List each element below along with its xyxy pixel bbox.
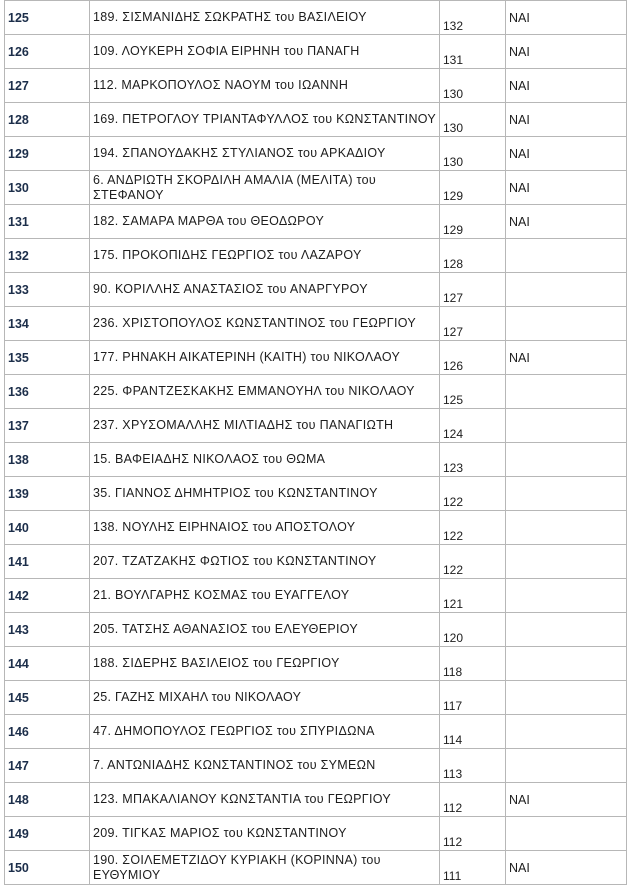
elected-flag-cell [506, 409, 627, 443]
table-row [5, 409, 627, 443]
candidate-name-cell [90, 783, 440, 817]
candidate-name-cell [90, 103, 440, 137]
votes-cell [440, 205, 506, 239]
votes-cell [440, 239, 506, 273]
rank-text: 148 [8, 792, 29, 807]
votes-cell [440, 1, 506, 35]
elected-flag-cell [506, 205, 627, 239]
table-row [5, 579, 627, 613]
rank-text: 133 [8, 282, 29, 297]
table-row [5, 137, 627, 171]
candidate-name-cell [90, 341, 440, 375]
candidate-name-cell [90, 647, 440, 681]
candidate-name-cell [90, 579, 440, 613]
rank-text: 139 [8, 486, 29, 501]
candidate-name-cell [90, 171, 440, 205]
rank-cell [5, 239, 90, 273]
rank-cell [5, 681, 90, 715]
table-row [5, 69, 627, 103]
rank-text: 127 [8, 78, 29, 93]
elected-flag-cell [506, 715, 627, 749]
elected-flag-cell [506, 681, 627, 715]
table-row [5, 817, 627, 851]
elected-flag-cell [506, 511, 627, 545]
candidate-name-cell [90, 1, 440, 35]
elected-flag-cell [506, 477, 627, 511]
elected-flag-cell [506, 749, 627, 783]
elected-flag-cell [506, 1, 627, 35]
rank-text: 135 [8, 350, 29, 365]
candidate-name-cell [90, 69, 440, 103]
votes-cell [440, 375, 506, 409]
rank-text: 143 [8, 622, 29, 637]
votes-text: 126 [443, 359, 464, 373]
elected-flag-cell [506, 545, 627, 579]
table-row [5, 307, 627, 341]
votes-text: 113 [443, 767, 463, 781]
votes-cell [440, 681, 506, 715]
rank-text: 132 [8, 248, 29, 263]
table-row [5, 613, 627, 647]
candidate-name-text: 35. ΓΙΑΝΝΟΣ ΔΗΜΗΤΡΙΟΣ του ΚΩΝΣΤΑΝΤΙΝΟΥ [93, 486, 378, 500]
rank-cell [5, 477, 90, 511]
votes-cell [440, 69, 506, 103]
elected-flag-cell [506, 273, 627, 307]
rank-cell [5, 647, 90, 681]
candidate-name-text: 175. ΠΡΟΚΟΠΙΔΗΣ ΓΕΩΡΓΙΟΣ του ΛΑΖΑΡΟΥ [93, 248, 362, 262]
candidate-name-text: 90. ΚΟΡΙΛΛΗΣ ΑΝΑΣΤΑΣΙΟΣ του ΑΝΑΡΓΥΡΟΥ [93, 282, 368, 296]
votes-text: 112 [443, 835, 463, 849]
table-row [5, 239, 627, 273]
table-row [5, 1, 627, 35]
candidate-name-text: 138. ΝΟΥΛΗΣ ΕΙΡΗΝΑΙΟΣ του ΑΠΟΣΤΟΛΟΥ [93, 520, 356, 534]
table-row [5, 681, 627, 715]
rank-cell [5, 205, 90, 239]
rank-cell [5, 171, 90, 205]
votes-text: 130 [443, 121, 464, 135]
candidate-name-text: 169. ΠΕΤΡΟΓΛΟΥ ΤΡΙΑΝΤΑΦΥΛΛΟΣ του ΚΩΝΣΤΑΝΤΙΝΟΥ [93, 112, 437, 126]
candidate-name-cell [90, 817, 440, 851]
rank-text: 128 [8, 112, 29, 127]
rank-cell [5, 511, 90, 545]
rank-text: 144 [8, 656, 29, 671]
elected-flag-cell [506, 817, 627, 851]
rank-cell [5, 375, 90, 409]
table-row [5, 171, 627, 205]
candidate-name-cell [90, 851, 440, 885]
rank-cell [5, 545, 90, 579]
results-table [4, 0, 627, 885]
candidate-name-text: 188. ΣΙΔΕΡΗΣ ΒΑΣΙΛΕΙΟΣ του ΓΕΩΡΓΙΟΥ [93, 656, 340, 670]
votes-text: 127 [443, 325, 464, 339]
elected-flag-cell [506, 851, 627, 885]
candidate-name-text: 15. ΒΑΦΕΙΑΔΗΣ ΝΙΚΟΛΑΟΣ του ΘΩΜΑ [93, 452, 326, 466]
table-row [5, 851, 627, 885]
candidate-name-text: 236. ΧΡΙΣΤΟΠΟΥΛΟΣ ΚΩΝΣΤΑΝΤΙΝΟΣ του ΓΕΩΡΓΙΟΥ [93, 316, 416, 330]
votes-text: 129 [443, 189, 464, 203]
elected-flag-cell [506, 171, 627, 205]
rank-text: 149 [8, 826, 29, 841]
rank-text: 125 [8, 10, 29, 25]
rank-text: 146 [8, 724, 29, 739]
rank-text: 131 [8, 214, 29, 229]
rank-cell [5, 817, 90, 851]
results-table-container [4, 0, 626, 885]
elected-flag-cell [506, 375, 627, 409]
votes-cell [440, 273, 506, 307]
rank-text: 142 [8, 588, 29, 603]
elected-flag-cell [506, 307, 627, 341]
candidate-name-cell [90, 137, 440, 171]
elected-flag-cell [506, 103, 627, 137]
table-row [5, 749, 627, 783]
rank-cell [5, 273, 90, 307]
votes-cell [440, 511, 506, 545]
rank-text: 138 [8, 452, 29, 467]
rank-cell [5, 307, 90, 341]
votes-text: 117 [443, 699, 463, 713]
rank-cell [5, 579, 90, 613]
candidate-name-text: 177. ΡΗΝΑΚΗ ΑΙΚΑΤΕΡΙΝΗ (ΚΑΙΤΗ) του ΝΙΚΟΛΑΟΥ [93, 350, 401, 364]
votes-cell [440, 35, 506, 69]
candidate-name-text: 6. ΑΝΔΡΙΩΤΗ ΣΚΟΡΔΙΛΗ ΑΜΑΛΙΑ (ΜΕΛΙΤΑ) του ΣΤΕΦΑΝΟΥ [93, 172, 377, 202]
votes-cell [440, 477, 506, 511]
candidate-name-cell [90, 409, 440, 443]
votes-text: 130 [443, 87, 464, 101]
votes-text: 123 [443, 461, 464, 475]
votes-text: 118 [443, 665, 463, 679]
elected-flag-cell [506, 239, 627, 273]
candidate-name-cell [90, 715, 440, 749]
rank-text: 147 [8, 758, 29, 773]
elected-flag-text: ΝΑΙ [509, 792, 530, 807]
elected-flag-text: ΝΑΙ [509, 180, 530, 195]
rank-cell [5, 341, 90, 375]
candidate-name-text: 182. ΣΑΜΑΡΑ ΜΑΡΘΑ του ΘΕΟΔΩΡΟΥ [93, 214, 325, 228]
votes-cell [440, 137, 506, 171]
rank-cell [5, 851, 90, 885]
candidate-name-cell [90, 307, 440, 341]
votes-text: 127 [443, 291, 464, 305]
votes-cell [440, 579, 506, 613]
table-row [5, 715, 627, 749]
votes-text: 128 [443, 257, 464, 271]
elected-flag-text: ΝΑΙ [509, 78, 530, 93]
rank-text: 150 [8, 860, 29, 875]
elected-flag-cell [506, 443, 627, 477]
table-row [5, 375, 627, 409]
candidate-name-cell [90, 681, 440, 715]
rank-cell [5, 1, 90, 35]
rank-cell [5, 783, 90, 817]
rank-cell [5, 409, 90, 443]
candidate-name-cell [90, 613, 440, 647]
candidate-name-text: 21. ΒΟΥΛΓΑΡΗΣ ΚΟΣΜΑΣ του ΕΥΑΓΓΕΛΟΥ [93, 588, 350, 602]
votes-text: 122 [443, 495, 464, 509]
candidate-name-text: 205. ΤΑΤΣΗΣ ΑΘΑΝΑΣΙΟΣ του ΕΛΕΥΘΕΡΙΟΥ [93, 622, 358, 636]
votes-text: 129 [443, 223, 464, 237]
votes-cell [440, 783, 506, 817]
candidate-name-text: 237. ΧΡΥΣΟΜΑΛΛΗΣ ΜΙΛΤΙΑΔΗΣ του ΠΑΝΑΓΙΩΤΗ [93, 418, 394, 432]
votes-cell [440, 545, 506, 579]
rank-text: 136 [8, 384, 29, 399]
elected-flag-text: ΝΑΙ [509, 214, 530, 229]
candidate-name-text: 190. ΣΟΙΛΕΜΕΤΖΙΔΟΥ ΚΥΡΙΑΚΗ (ΚΟΡΙΝΝΑ) του ΕΥΘΥΜΙΟΥ [93, 852, 381, 882]
elected-flag-cell [506, 69, 627, 103]
candidate-name-cell [90, 273, 440, 307]
table-row [5, 205, 627, 239]
candidate-name-cell [90, 443, 440, 477]
candidate-name-text: 25. ΓΑΖΗΣ ΜΙΧΑΗΛ του ΝΙΚΟΛΑΟΥ [93, 690, 302, 704]
votes-text: 114 [443, 733, 463, 747]
candidate-name-cell [90, 545, 440, 579]
table-row [5, 443, 627, 477]
rank-cell [5, 443, 90, 477]
table-row [5, 477, 627, 511]
votes-text: 130 [443, 155, 464, 169]
elected-flag-cell [506, 137, 627, 171]
votes-text: 125 [443, 393, 464, 407]
candidate-name-text: 207. ΤΖΑΤΖΑΚΗΣ ΦΩΤΙΟΣ του ΚΩΝΣΤΑΝΤΙΝΟΥ [93, 554, 377, 568]
votes-cell [440, 851, 506, 885]
candidate-name-cell [90, 511, 440, 545]
rank-text: 140 [8, 520, 29, 535]
rank-cell [5, 35, 90, 69]
candidate-name-text: 47. ΔΗΜΟΠΟΥΛΟΣ ΓΕΩΡΓΙΟΣ του ΣΠΥΡΙΔΩΝΑ [93, 724, 375, 738]
rank-cell [5, 103, 90, 137]
candidate-name-cell [90, 477, 440, 511]
votes-cell [440, 715, 506, 749]
rank-cell [5, 69, 90, 103]
votes-cell [440, 103, 506, 137]
votes-text: 124 [443, 427, 464, 441]
elected-flag-text: ΝΑΙ [509, 112, 530, 127]
votes-cell [440, 647, 506, 681]
elected-flag-text: ΝΑΙ [509, 146, 530, 161]
table-row [5, 545, 627, 579]
votes-cell [440, 817, 506, 851]
elected-flag-cell [506, 647, 627, 681]
rank-text: 145 [8, 690, 29, 705]
votes-cell [440, 749, 506, 783]
candidate-name-cell [90, 375, 440, 409]
candidate-name-text: 109. ΛΟΥΚΕΡΗ ΣΟΦΙΑ ΕΙΡΗΝΗ του ΠΑΝΑΓΗ [93, 44, 360, 58]
votes-cell [440, 171, 506, 205]
votes-text: 121 [443, 597, 464, 611]
votes-cell [440, 341, 506, 375]
votes-text: 122 [443, 529, 464, 543]
table-row [5, 35, 627, 69]
rank-text: 129 [8, 146, 29, 161]
results-table-body [5, 1, 627, 885]
candidate-name-cell [90, 205, 440, 239]
rank-text: 134 [8, 316, 29, 331]
candidate-name-text: 209. ΤΙΓΚΑΣ ΜΑΡΙΟΣ του ΚΩΝΣΤΑΝΤΙΝΟΥ [93, 826, 347, 840]
candidate-name-text: 123. ΜΠΑΚΑΛΙΑΝΟΥ ΚΩΝΣΤΑΝΤΙΑ του ΓΕΩΡΓΙΟΥ [93, 792, 392, 806]
rank-cell [5, 715, 90, 749]
votes-cell [440, 613, 506, 647]
votes-text: 111 [443, 869, 462, 883]
candidate-name-text: 112. ΜΑΡΚΟΠΟΥΛΟΣ ΝΑΟΥΜ του ΙΩΑΝΝΗ [93, 78, 349, 92]
votes-cell [440, 443, 506, 477]
elected-flag-text: ΝΑΙ [509, 44, 530, 59]
table-row [5, 273, 627, 307]
candidate-name-text: 194. ΣΠΑΝΟΥΔΑΚΗΣ ΣΤΥΛΙΑΝΟΣ του ΑΡΚΑΔΙΟΥ [93, 146, 386, 160]
elected-flag-cell [506, 783, 627, 817]
elected-flag-text: ΝΑΙ [509, 860, 530, 875]
table-row [5, 511, 627, 545]
candidate-name-text: 189. ΣΙΣΜΑΝΙΔΗΣ ΣΩΚΡΑΤΗΣ του ΒΑΣΙΛΕΙΟΥ [93, 10, 367, 24]
candidate-name-cell [90, 35, 440, 69]
votes-text: 122 [443, 563, 464, 577]
elected-flag-cell [506, 579, 627, 613]
votes-cell [440, 409, 506, 443]
rank-text: 130 [8, 180, 29, 195]
elected-flag-text: ΝΑΙ [509, 350, 530, 365]
rank-text: 137 [8, 418, 29, 433]
candidate-name-cell [90, 749, 440, 783]
votes-text: 112 [443, 801, 463, 815]
votes-text: 132 [443, 19, 464, 33]
table-row [5, 647, 627, 681]
candidate-name-text: 225. ΦΡΑΝΤΖΕΣΚΑΚΗΣ ΕΜΜΑΝΟΥΗΛ του ΝΙΚΟΛΑΟΥ [93, 384, 415, 398]
rank-cell [5, 137, 90, 171]
rank-cell [5, 749, 90, 783]
rank-text: 141 [8, 554, 29, 569]
table-row [5, 341, 627, 375]
elected-flag-cell [506, 341, 627, 375]
rank-text: 126 [8, 44, 29, 59]
table-row [5, 783, 627, 817]
elected-flag-text: ΝΑΙ [509, 10, 530, 25]
votes-text: 120 [443, 631, 464, 645]
candidate-name-cell [90, 239, 440, 273]
rank-cell [5, 613, 90, 647]
elected-flag-cell [506, 35, 627, 69]
votes-cell [440, 307, 506, 341]
elected-flag-cell [506, 613, 627, 647]
candidate-name-text: 7. ΑΝΤΩΝΙΑΔΗΣ ΚΩΝΣΤΑΝΤΙΝΟΣ του ΣΥΜΕΩΝ [93, 758, 376, 772]
table-row [5, 103, 627, 137]
votes-text: 131 [443, 53, 464, 67]
